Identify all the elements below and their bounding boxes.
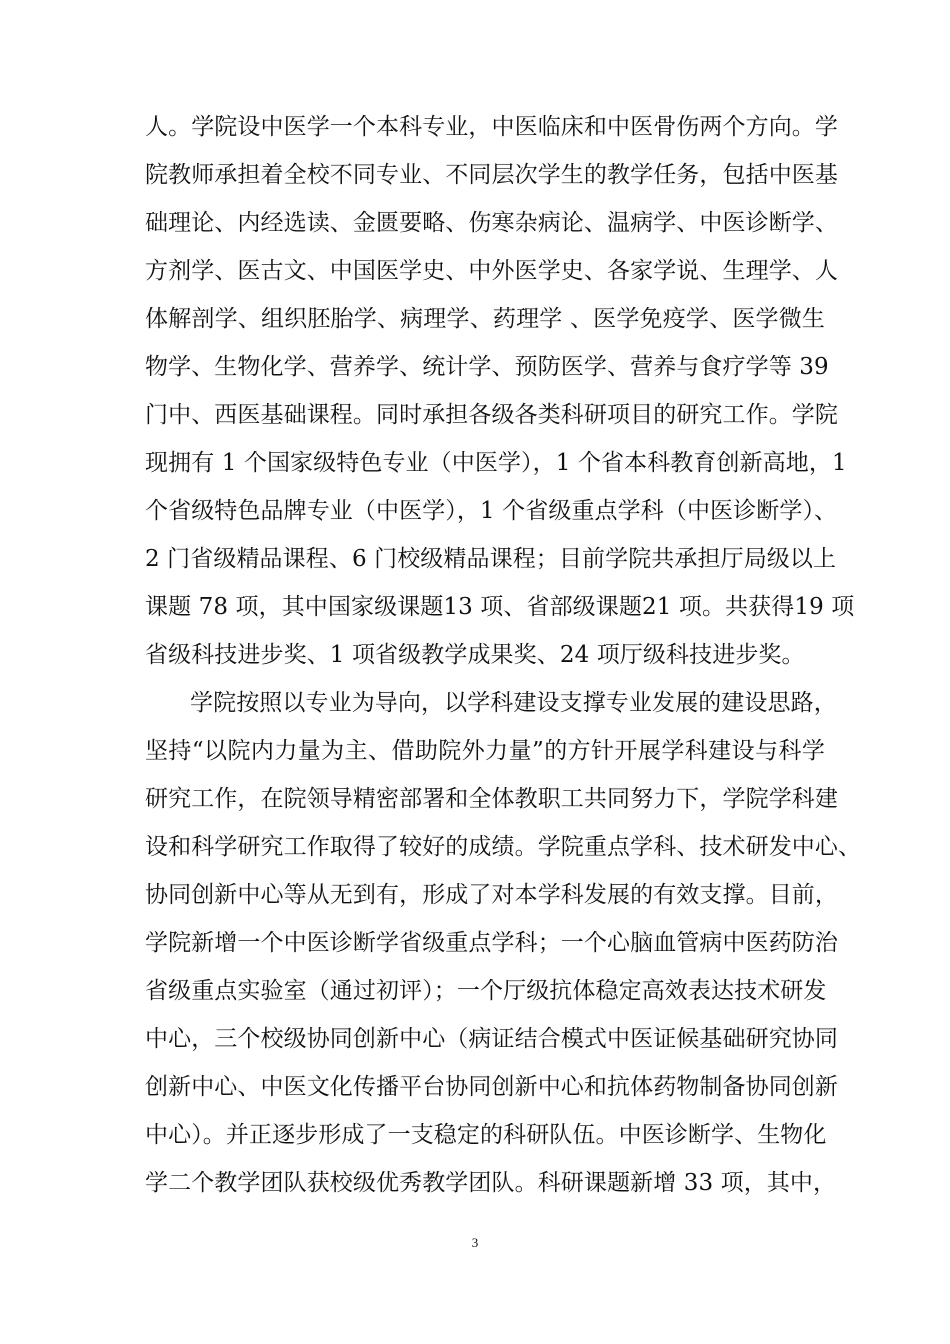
text-line: 2 门省级精品课程、6 门校级精品课程；目前学院共承担厅局级以上 <box>145 546 837 572</box>
text-line: 协同创新中心等从无到有，形成了对本学科发展的有效支撑。目前， <box>145 882 838 908</box>
text-line: 人。学院设中医学一个本科专业，中医临床和中医骨伤两个方向。学 <box>145 114 838 140</box>
text-line: 物学、生物化学、营养学、统计学、预防医学、营养与食疗学等 39 <box>145 354 829 380</box>
text-line: 创新中心、中医文化传播平台协同创新中心和抗体药物制备协同创新 <box>145 1074 838 1100</box>
text-line: 方剂学、医古文、中国医学史、中外医学史、各家学说、生理学、人 <box>145 258 838 284</box>
text-line: 课题 78 项，其中国家级课题13 项、省部级课题21 项。共获得19 项 <box>145 594 855 620</box>
text-line: 中心）。并正逐步形成了一支稳定的科研队伍。中医诊断学、生物化 <box>145 1122 827 1148</box>
text-line: 院教师承担着全校不同专业、不同层次学生的教学任务，包括中医基 <box>145 162 838 188</box>
text-line: 学院新增一个中医诊断学省级重点学科；一个心脑血管病中医药防治 <box>145 930 838 956</box>
text-line: 研究工作，在院领导精密部署和全体教职工共同努力下，学院学科建 <box>145 786 838 812</box>
text-line: 省级科技进步奖、1 项省级教学成果奖、24 项厅级科技进步奖。 <box>145 642 805 668</box>
page-number: 3 <box>471 1235 479 1250</box>
text-line: 学院按照以专业为导向，以学科建设支撑专业发展的建设思路， <box>190 690 837 716</box>
text-line: 个省级特色品牌专业（中医学），1 个省级重点学科（中医诊断学）、 <box>145 498 838 524</box>
text-line: 设和科学研究工作取得了较好的成绩。学院重点学科、技术研发中心、 <box>145 834 862 860</box>
text-line: 础理论、内经选读、金匮要略、伤寒杂病论、温病学、中医诊断学、 <box>145 210 838 236</box>
text-line: 中心，三个校级协同创新中心（病证结合模式中医证候基础研究协同 <box>145 1026 838 1052</box>
text-line: 现拥有 1 个国家级特色专业（中医学），1 个省本科教育创新高地，1 <box>145 450 847 476</box>
text-line: 学二个教学团队获校级优秀教学团队。科研课题新增 33 项，其中， <box>145 1170 837 1196</box>
text-line: 门中、西医基础课程。同时承担各级各类科研项目的研究工作。学院 <box>145 402 838 428</box>
text-line: 省级重点实验室（通过初评）；一个厅级抗体稳定高效表达技术研发 <box>145 978 827 1004</box>
text-line: 坚持“以院内力量为主、借助院外力量”的方针开展学科建设与科学 <box>145 738 825 764</box>
text-line: 体解剖学、组织胚胎学、病理学、药理学 、医学免疫学、医学微生 <box>145 306 825 332</box>
